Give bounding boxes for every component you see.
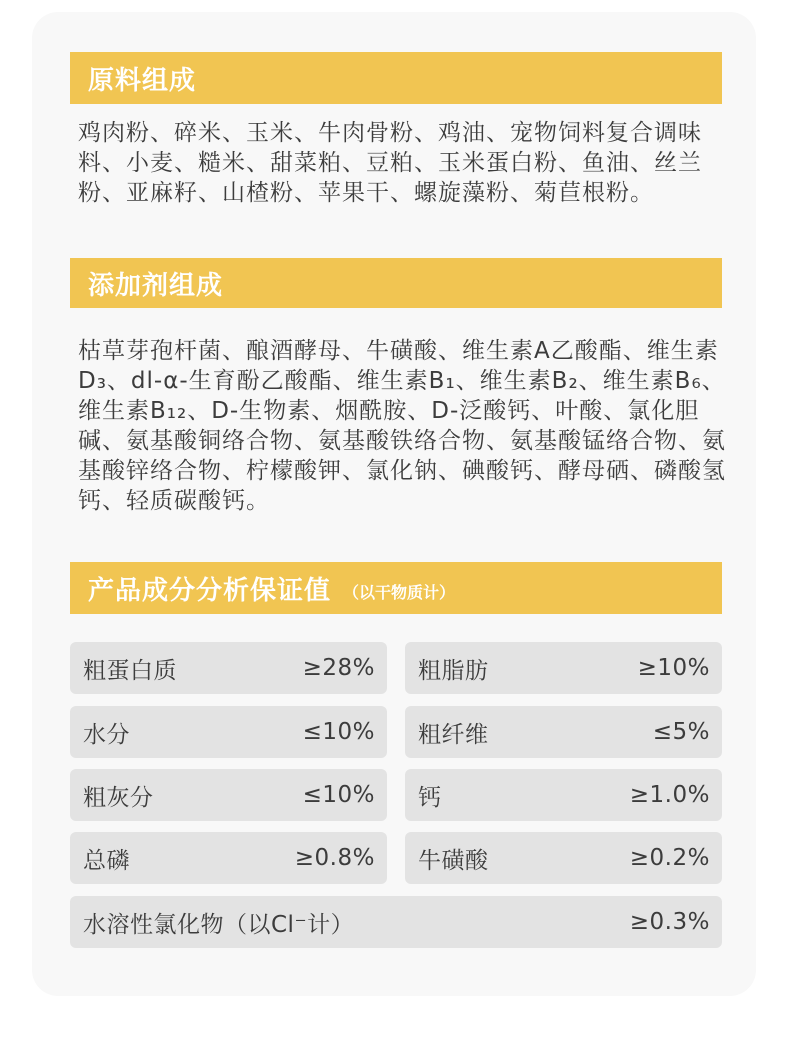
analysis-row: [70, 642, 387, 694]
raw-materials-title: 原料组成: [88, 65, 197, 96]
nutrient-value: ≤10%: [302, 782, 375, 808]
nutrient-value: ≥0.8%: [294, 845, 375, 871]
analysis-title: 产品成分分析保证值: [88, 575, 332, 606]
nutrient-value: ≤5%: [652, 719, 710, 745]
nutrient-name: 水溶性氯化物（以Cl⁻计）: [83, 911, 355, 938]
analysis-row: [405, 706, 722, 758]
analysis-row: [405, 832, 722, 884]
nutrient-name: 水分: [83, 721, 130, 748]
additives-header: [70, 258, 722, 308]
nutrient-name: 钙: [418, 784, 442, 811]
analysis-row: [405, 769, 722, 821]
nutrient-name: 粗纤维: [418, 721, 489, 748]
analysis-row: [70, 769, 387, 821]
nutrient-value: ≥28%: [302, 655, 375, 681]
nutrient-value: ≥10%: [637, 655, 710, 681]
additives-title: 添加剂组成: [88, 270, 224, 301]
nutrient-name: 总磷: [83, 847, 130, 874]
raw-materials-text: 鸡肉粉、碎米、玉米、牛肉骨粉、鸡油、宠物饲料复合调味料、小麦、糙米、甜菜粕、豆粕、玉米蛋白粉、鱼油、丝兰粉、亚麻籽、山楂粉、苹果干、螺旋藻粉、菊苣根粉。: [78, 120, 702, 206]
nutrient-name: 牛磺酸: [418, 847, 489, 874]
analysis-row: [405, 642, 722, 694]
nutrient-value: ≤10%: [302, 719, 375, 745]
nutrient-value: ≥1.0%: [629, 782, 710, 808]
raw-materials-header: [70, 52, 722, 104]
additives-text: 枯草芽孢杆菌、酿酒酵母、牛磺酸、维生素A乙酸酯、维生素D₃、dl-α-生育酚乙酸酯、维生素B₁、维生素B₂、维生素B₆、维生素B₁₂、D-生物素、烟酰胺、D-泛酸钙、叶酸、氯化胆碱、氨基酸铜络合物、氨基酸铁络合物、氨基酸锰络合物、氨基酸锌络合物、柠檬酸钾、氯化钠、碘酸钙、酵母硒、磷酸氢钙、轻质碳酸钙。: [78, 338, 726, 514]
analysis-subtitle: （以干物质计）: [343, 582, 456, 602]
nutrient-name: 粗脂肪: [418, 657, 489, 684]
analysis-row: [70, 896, 722, 948]
nutrient-value: ≥0.2%: [629, 845, 710, 871]
nutrient-name: 粗蛋白质: [83, 657, 177, 684]
analysis-row: [70, 832, 387, 884]
analysis-row: [70, 706, 387, 758]
nutrient-value: ≥0.3%: [629, 909, 710, 935]
analysis-header: [70, 562, 722, 614]
nutrient-name: 粗灰分: [83, 784, 154, 811]
